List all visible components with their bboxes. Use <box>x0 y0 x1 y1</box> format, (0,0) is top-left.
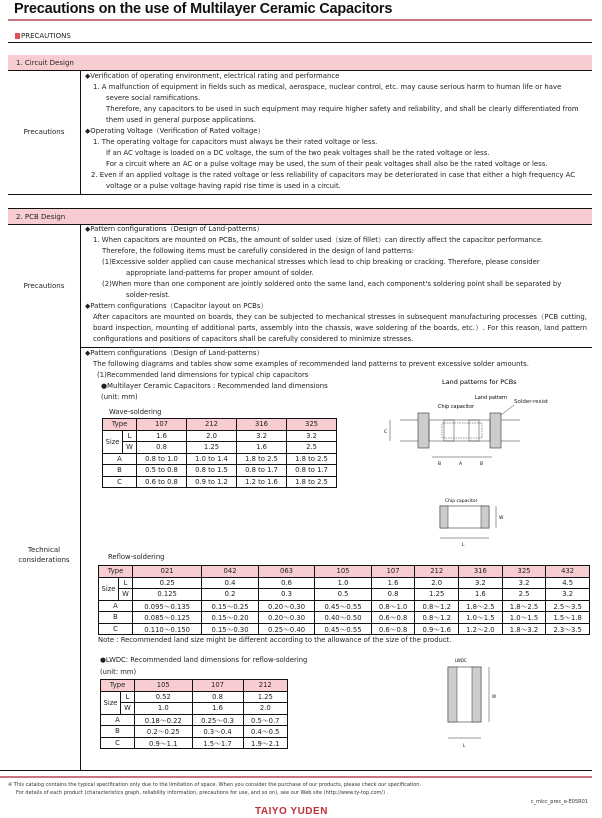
text-line: Therefore, the following items must be carefully considered in the design of land patterns: <box>102 247 415 255</box>
table-cell: 1.8～2.5 <box>459 600 503 612</box>
diagram-title: Land patterns for PCBs <box>442 378 517 386</box>
table-cell: 0.20～0.30 <box>258 612 314 624</box>
chip-capacitor-label-2: Chip capacitor <box>445 499 478 504</box>
section-header-pcb-design: 2. PCB Design <box>8 209 592 224</box>
table-cell: 0.3 <box>258 589 314 601</box>
divider <box>0 770 592 771</box>
dim-b-label: B <box>438 462 442 467</box>
text-line: If an AC voltage is loaded on a DC voltage, the sum of the two peak voltages shall be the rated voltage or less. <box>106 149 490 157</box>
table-cell: 2.5～3.5 <box>546 600 590 612</box>
row-label: Precautions <box>23 128 65 136</box>
table-cell: 0.25～0.3 <box>192 714 243 726</box>
table-cell: 0.15～0.30 <box>202 623 258 635</box>
table-cell: 1.25 <box>187 442 237 454</box>
table-cell: 0.5 <box>315 589 371 601</box>
table-row <box>101 691 288 703</box>
dim-l-label: L <box>463 743 466 748</box>
table-cell: 4.5 <box>546 577 590 589</box>
lwdc-title: ●LWDC: Recommended land dimensions for reflow-soldering <box>100 656 308 664</box>
footer-note: For details of each product (characteristics graph, reliability information, precautions for use, and so on), see our Web site (http://www.ty-top.com/) . <box>16 790 389 796</box>
reflow-soldering-table <box>98 565 590 635</box>
table-cell: Size <box>103 430 123 453</box>
table-cell: 1.8 to 2.5 <box>287 453 337 465</box>
section-header-circuit-design: 1. Circuit Design <box>8 55 592 70</box>
table-cell: C <box>101 737 135 749</box>
table-cell: 0.2 <box>202 589 258 601</box>
table-cell: B <box>103 465 137 477</box>
table-cell: 0.25～0.40 <box>258 623 314 635</box>
table-cell: 0.095～0.135 <box>133 600 202 612</box>
table-row <box>99 577 590 589</box>
table-row <box>101 714 288 726</box>
table-cell: W <box>119 589 133 601</box>
table-row <box>101 737 288 749</box>
table-cell: 0.52 <box>135 691 193 703</box>
text-line: (1)Excessive solder applied can cause mechanical stresses which lead to chip breaking or cracking. Therefore, please consider <box>102 258 540 266</box>
table-cell: 105 <box>315 566 371 578</box>
table-cell: 0.8 <box>371 589 415 601</box>
table-row <box>99 589 590 601</box>
table-cell: 0.5～0.7 <box>243 714 287 726</box>
text-line: 1. When capacitors are mounted on PCBs, the amount of solder used（size of fillet）can directly affect the capacitor performance. <box>93 236 544 244</box>
table-row <box>103 442 337 454</box>
table-cell: B <box>99 612 133 624</box>
table-cell: A <box>101 714 135 726</box>
table-cell: 1.6 <box>237 442 287 454</box>
table-cell: 0.15～0.20 <box>202 612 258 624</box>
table-cell: 0.5 to 0.8 <box>137 465 187 477</box>
header-row <box>99 566 590 578</box>
table-cell: 0.9～1.1 <box>135 737 193 749</box>
table-row <box>103 465 337 477</box>
table-cell: 432 <box>546 566 590 578</box>
column-divider <box>80 224 81 770</box>
table-cell: 1.25 <box>243 691 287 703</box>
table-cell: 0.40～0.50 <box>315 612 371 624</box>
table-cell: 107 <box>192 680 243 692</box>
pcb-design-text <box>85 224 587 345</box>
dim-l-label: L <box>462 543 465 548</box>
footer-note: ※ This catalog contains the typical specification only due to the limitation of space. When you consider the purchase of our products, please check our specification. <box>8 782 422 788</box>
table-cell: 1.25 <box>415 589 459 601</box>
bullet-heading: ◆Pattern configurations（Design of Land-patterns） <box>85 349 264 357</box>
row-label: Precautions <box>23 282 65 290</box>
table-cell: 0.25 <box>133 577 202 589</box>
table-cell: 0.2～0.25 <box>135 726 193 738</box>
table-cell: C <box>103 476 137 488</box>
table-cell: 0.6 to 0.8 <box>137 476 187 488</box>
row-label: Technical considerations <box>18 546 70 564</box>
table-cell: W <box>121 703 135 715</box>
lwdc-label: LWDC <box>455 658 467 663</box>
table-cell: 107 <box>137 419 187 431</box>
table-cell: 0.8 <box>192 691 243 703</box>
table-cell: 0.3～0.4 <box>192 726 243 738</box>
table-cell: 0.6 <box>258 577 314 589</box>
table-cell: 107 <box>371 566 415 578</box>
table-row <box>103 476 337 488</box>
table-cell: 3.2 <box>546 589 590 601</box>
circuit-design-text <box>85 71 587 192</box>
footer-redline <box>0 776 592 778</box>
table-cell: 0.8 to 1.7 <box>237 465 287 477</box>
table-cell: 0.8 to 1.5 <box>187 465 237 477</box>
table-cell: 1.8～2.5 <box>502 600 546 612</box>
dim-w-label: W <box>492 694 496 699</box>
text-line: severe social ramifications. <box>106 94 201 102</box>
reflow-title: Reflow-soldering <box>108 553 165 561</box>
table-cell: 3.2 <box>287 430 337 442</box>
divider <box>8 42 592 43</box>
table-cell: 0.20～0.30 <box>258 600 314 612</box>
table-row <box>99 600 590 612</box>
table-cell: 1.6 <box>192 703 243 715</box>
table-cell: 1.0 <box>135 703 193 715</box>
table-cell: 0.6～0.8 <box>371 612 415 624</box>
table-cell: Type <box>99 566 133 578</box>
lwdc-diagram <box>440 655 530 755</box>
table-cell: 2.5 <box>287 442 337 454</box>
table-cell: 1.5～1.7 <box>192 737 243 749</box>
land-pattern-label: Land pattern <box>475 395 508 401</box>
table-cell: 0.6～0.8 <box>371 623 415 635</box>
text-line: (2)When more than one component are jointly soldered onto the same land, each component's soldering point shall be separated by <box>102 280 562 288</box>
table-cell: 0.4 <box>202 577 258 589</box>
section-label-text: PRECAUTIONS <box>21 32 71 40</box>
table-cell: 063 <box>258 566 314 578</box>
table-cell: 316 <box>459 566 503 578</box>
table-row <box>101 703 288 715</box>
table-cell: 2.5 <box>502 589 546 601</box>
table-cell: 2.3～3.5 <box>546 623 590 635</box>
table-cell: 1.8 to 2.5 <box>287 476 337 488</box>
text-line: 2. Even if an applied voltage is the rated voltage or less reliability of capacitors may be deteriorated in case that either a high frequency AC <box>91 171 576 179</box>
table-cell: 1.8～3.2 <box>502 623 546 635</box>
bullet-heading: ◆Pattern configurations（Design of Land-patterns） <box>85 225 264 233</box>
note: Note : Recommended land size might be different according to the allowance of the size of the product. <box>98 636 452 644</box>
table-cell: Type <box>101 680 135 692</box>
table-cell: 2.0 <box>415 577 459 589</box>
table-cell: 1.0 to 1.4 <box>187 453 237 465</box>
table-cell: 325 <box>502 566 546 578</box>
table-cell: 0.8～1.2 <box>415 600 459 612</box>
table-cell: A <box>103 453 137 465</box>
taiyo-yuden-logo: TAIYO YUDEN <box>255 806 328 817</box>
solder-resist-label: Solder-resist <box>514 399 549 405</box>
table-cell: 0.125 <box>133 589 202 601</box>
text-paragraph: After capacitors are mounted on boards, they can be subjected to mechanical stresses in subsequent manufacturing processes（PCB cutting, board inspection, mounting of additional parts, assembly into the chassis, wave soldering of the boards, etc.）. For this reason, land pattern configurations and positions of capacitors shall be carefully considered to minimize stresses. <box>93 313 587 343</box>
table-cell: 0.45～0.55 <box>315 623 371 635</box>
table-row <box>103 430 337 442</box>
bullet-heading: ◆Operating Voltage（Verification of Rated voltage） <box>85 127 265 135</box>
table-cell: 0.8 to 1.7 <box>287 465 337 477</box>
document-code: c_mlcc_prec_e-E05R01 <box>530 799 588 805</box>
text-line: Therefore, any capacitors to be used in such equipment may require higher safety and reliability, and shall be clearly differentiated from <box>106 105 579 113</box>
table-cell: 105 <box>135 680 193 692</box>
table-cell: 0.4～0.5 <box>243 726 287 738</box>
table-cell: 0.15～0.25 <box>202 600 258 612</box>
dim-c-label: C <box>384 430 388 435</box>
table-cell: 0.9 to 1.2 <box>187 476 237 488</box>
text-line: ●Multilayer Ceramic Capacitors : Recommended land dimensions <box>101 382 328 390</box>
table-cell: 0.45～0.55 <box>315 600 371 612</box>
column-divider <box>80 70 81 195</box>
table-cell: 212 <box>243 680 287 692</box>
chip-capacitor-label: Chip capacitor <box>438 404 475 410</box>
text-line: (unit: mm) <box>101 393 138 401</box>
table-cell: 1.9～2.1 <box>243 737 287 749</box>
table-cell: Size <box>99 577 119 600</box>
table-cell: 1.6 <box>459 589 503 601</box>
table-cell: Type <box>103 419 137 431</box>
table-cell: 3.2 <box>459 577 503 589</box>
table-cell: 1.5～1.8 <box>546 612 590 624</box>
wave-title: Wave-soldering <box>109 408 162 416</box>
table-cell: L <box>121 691 135 703</box>
dim-b-label: B <box>480 462 484 467</box>
table-cell: L <box>119 577 133 589</box>
table-cell: 0.110～0.150 <box>133 623 202 635</box>
divider <box>8 194 592 195</box>
lwdc-unit: (unit: mm) <box>100 668 137 676</box>
text-line: For a circuit where an AC or a pulse voltage may be used, the sum of their peak voltages shall also be the rated voltage or less. <box>106 160 548 168</box>
table-cell: A <box>99 600 133 612</box>
table-cell: 042 <box>202 566 258 578</box>
title-underline <box>8 19 592 21</box>
table-cell: 3.2 <box>237 430 287 442</box>
bullet-heading: ◆Pattern configurations（Capacitor layout on PCBs） <box>85 302 268 310</box>
table-cell: 1.0～1.5 <box>459 612 503 624</box>
table-row <box>103 453 337 465</box>
table-cell: 212 <box>187 419 237 431</box>
table-cell: B <box>101 726 135 738</box>
table-cell: 1.0～1.5 <box>502 612 546 624</box>
table-cell: 0.9～1.6 <box>415 623 459 635</box>
red-square-icon <box>15 33 20 39</box>
page-title: Precautions on the use of Multilayer Ceramic Capacitors <box>14 1 393 17</box>
text-line: 1. The operating voltage for capacitors must always be their rated voltage or less. <box>93 138 378 146</box>
dim-w-label: W <box>499 516 504 521</box>
text-line: The following diagrams and tables show some examples of recommended land patterns to prevent excessive solder amounts. <box>93 360 529 368</box>
table-cell: 0.085～0.125 <box>133 612 202 624</box>
text-line: 1. A malfunction of equipment in fields such as medical, aerospace, nuclear control, etc. may cause serious harm to human life or have <box>93 83 562 91</box>
table-cell: 1.0 <box>315 577 371 589</box>
table-cell: Size <box>101 691 121 714</box>
table-cell: 0.8～1.0 <box>371 600 415 612</box>
table-cell: 316 <box>237 419 287 431</box>
table-cell: 0.18～0.22 <box>135 714 193 726</box>
table-cell: 3.2 <box>502 577 546 589</box>
table-cell: 0.8～1.2 <box>415 612 459 624</box>
header-row <box>101 680 288 692</box>
table-cell: 1.2～2.0 <box>459 623 503 635</box>
dim-a-label: A <box>459 462 463 467</box>
table-row <box>101 726 288 738</box>
text-line: appropriate land-patterns for proper amount of solder. <box>126 269 314 277</box>
table-cell: 2.0 <box>243 703 287 715</box>
table-cell: 1.6 <box>137 430 187 442</box>
table-cell: 1.2 to 1.6 <box>237 476 287 488</box>
table-cell: 2.0 <box>187 430 237 442</box>
lwdc-table <box>100 679 288 749</box>
table-cell: 1.8 to 2.5 <box>237 453 287 465</box>
text-line: (1)Recommended land dimensions for typical chip capacitors <box>97 371 309 379</box>
table-cell: 1.6 <box>371 577 415 589</box>
table-cell: 212 <box>415 566 459 578</box>
table-cell: W <box>123 442 137 454</box>
wave-soldering-table <box>102 418 337 488</box>
bullet-heading: ◆Verification of operating environment, electrical rating and performance <box>85 72 340 80</box>
table-cell: 0.8 <box>137 442 187 454</box>
header-row <box>103 419 337 431</box>
section-label <box>15 32 71 40</box>
table-cell: 0.8 to 1.0 <box>137 453 187 465</box>
land-pattern-diagram <box>380 375 590 555</box>
table-cell: C <box>99 623 133 635</box>
table-cell: L <box>123 430 137 442</box>
table-cell: 021 <box>133 566 202 578</box>
text-line: solder-resist. <box>126 291 171 299</box>
table-row <box>99 623 590 635</box>
text-line: them used in general purpose applications. <box>106 116 256 124</box>
table-cell: 325 <box>287 419 337 431</box>
table-row <box>99 612 590 624</box>
text-line: voltage or a pulse voltage having rapid rise time is used in a circuit. <box>106 182 341 190</box>
